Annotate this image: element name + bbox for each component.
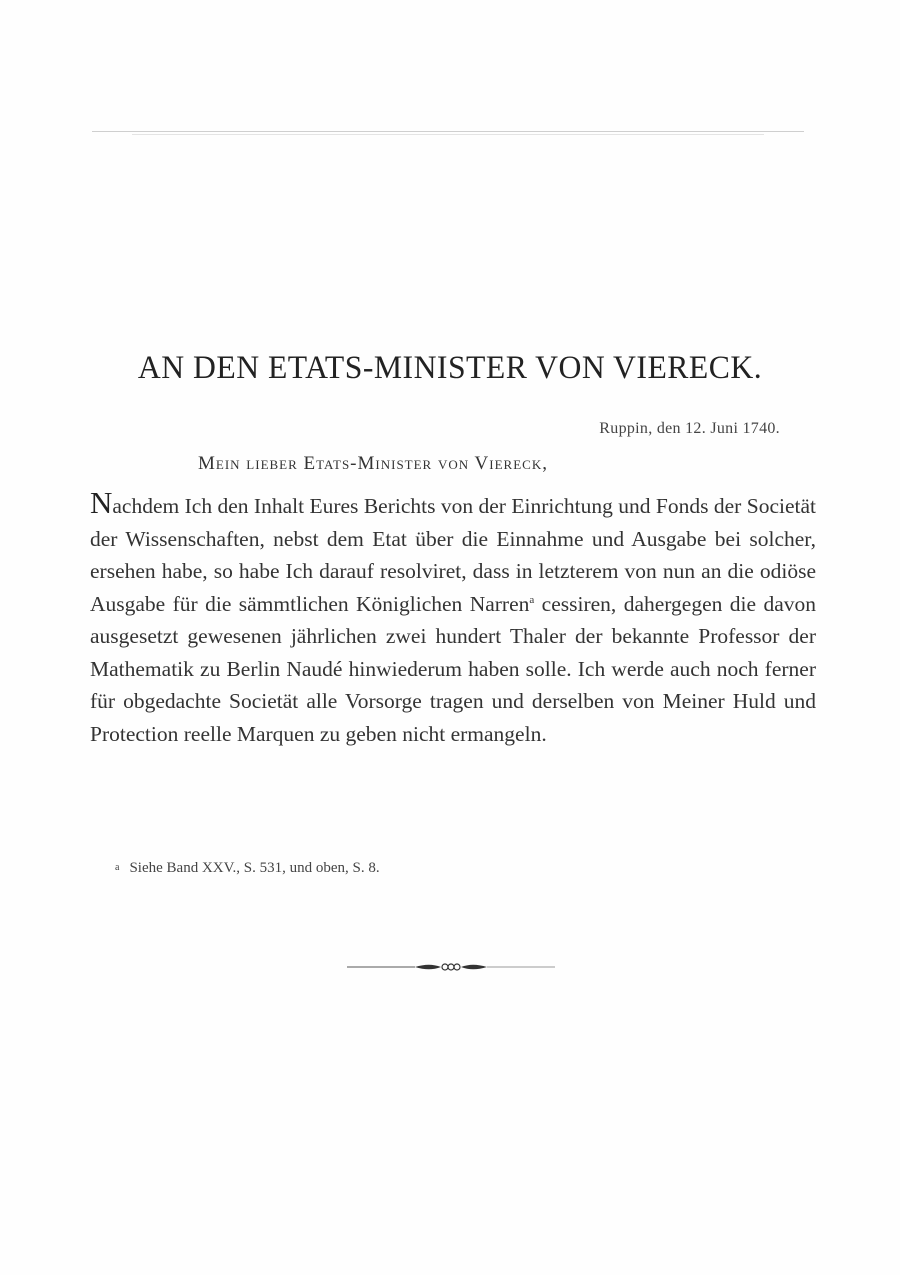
footnote-reference[interactable]: a bbox=[529, 593, 535, 606]
drop-cap: N bbox=[90, 485, 113, 520]
footnote bbox=[115, 860, 380, 877]
footnote-mark: a bbox=[115, 862, 120, 873]
ornament-divider bbox=[345, 959, 557, 975]
letter-title: AN DEN ETATS-MINISTER VON VIERECK. bbox=[137, 350, 763, 386]
letter-body bbox=[90, 485, 816, 750]
letter-text-part-2: cessiren, dahergegen die davon ausgesetzt gewesenen jährlichen zwei hundert Thaler der bekannte Professor der Mathematik zu Berlin Naudé hinwiederum haben solle. Ich werde auch noch ferner für obgedachte Societät alle Vorsorge tragen und derselben von Meiner Huld und Protection reelle Marquen zu geben nicht ermangeln. bbox=[90, 591, 816, 746]
salutation: Mein lieber Etats-Minister von Viereck, bbox=[198, 453, 548, 474]
dateline: Ruppin, den 12. Juni 1740. bbox=[599, 420, 780, 437]
letter-text-part-1: achdem Ich den Inhalt Eures Berichts von der Einrichtung und Fonds der Societät der Wissenschaften, nebst dem Etat über die Einnahme und Ausgabe bei solcher, ersehen habe, so habe Ich darauf resolviret, dass in letzterem von nun an die odiöse Ausgabe für die sämmtlichen Königlichen Narren bbox=[90, 494, 816, 616]
header-rule bbox=[92, 131, 804, 132]
footnote-text: Siehe Band XXV., S. 531, und oben, S. 8. bbox=[129, 860, 380, 876]
